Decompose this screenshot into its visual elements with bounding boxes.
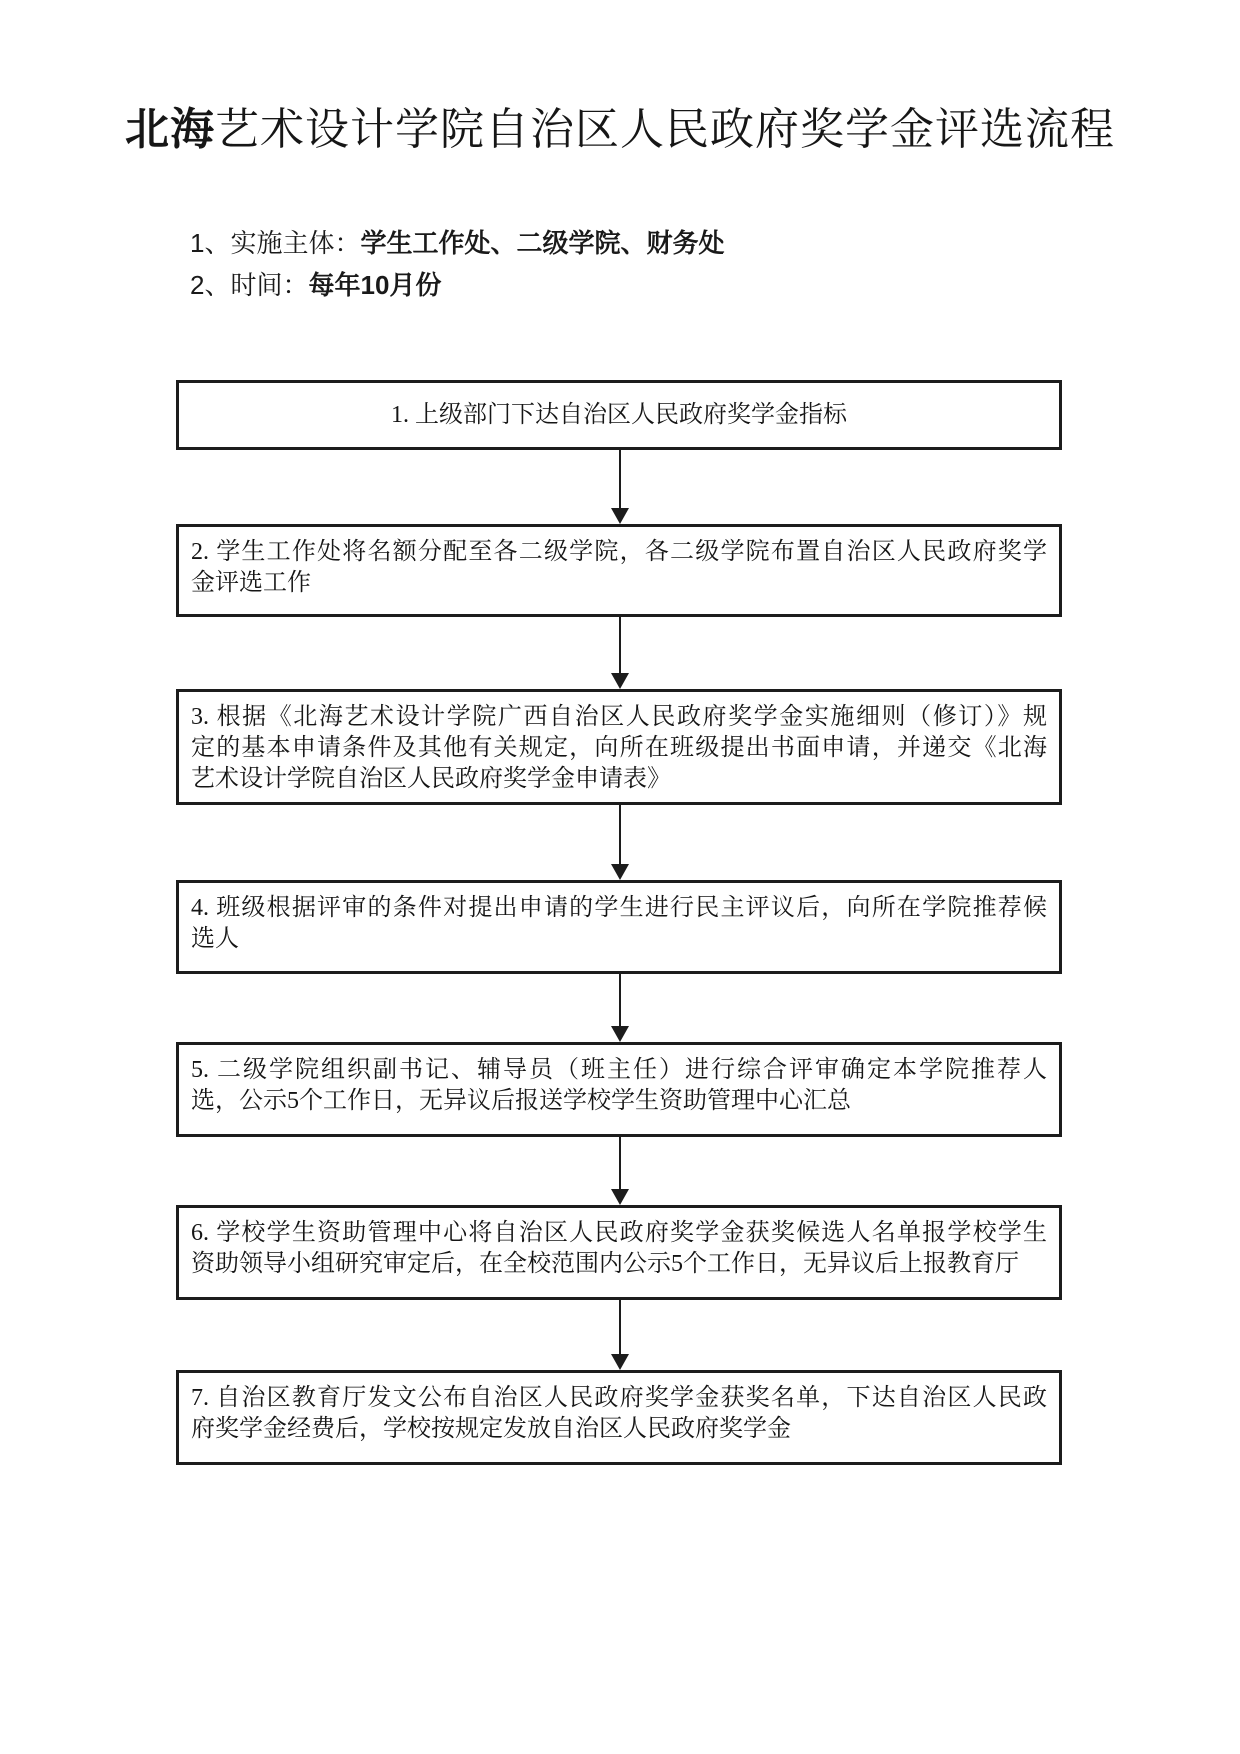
flow-step-line: 7. 自治区教育厅发文公布自治区人民政府奖学金获奖名单，下达自治区人民政 — [191, 1385, 1047, 1411]
meta-prefix: 1、 — [190, 228, 231, 258]
meta-line-implementers — [190, 226, 725, 260]
flow-step-4 — [176, 880, 1062, 974]
flow-step-line: 1. 上级部门下达自治区人民政府奖学金指标 — [391, 401, 847, 428]
flow-step-line: 金评选工作 — [191, 570, 311, 596]
flow-step-line: 3. 根据《北海艺术设计学院广西自治区人民政府奖学金实施细则（修订）》规 — [191, 704, 1047, 730]
page-title-rest-part: 艺术设计学院自治区人民政府奖学金评选流程 — [215, 105, 1115, 154]
arrow-down-icon — [619, 1137, 621, 1189]
arrow-down-icon — [619, 974, 621, 1026]
meta-value: 学生工作处、二级学院、财务处 — [360, 228, 725, 258]
flow-step-line: 4. 班级根据评审的条件对提出申请的学生进行民主评议后，向所在学院推荐候 — [191, 895, 1047, 921]
arrow-down-icon — [619, 805, 621, 864]
flow-step-line: 选人 — [191, 926, 239, 952]
flow-step-line: 定的基本申请条件及其他有关规定，向所在班级提出书面申请，并递交《北海 — [191, 735, 1047, 761]
arrow-down-icon — [619, 450, 621, 508]
flow-step-line: 2. 学生工作处将名额分配至各二级学院，各二级学院布置自治区人民政府奖学 — [191, 539, 1047, 565]
page-title — [0, 102, 1240, 158]
flow-step-line: 资助领导小组研究审定后，在全校范围内公示5个工作日，无异议后上报教育厅 — [191, 1251, 1019, 1277]
arrow-down-icon — [619, 1300, 621, 1354]
page-title-bold-part: 北海 — [125, 105, 215, 154]
flow-step-1 — [176, 380, 1062, 450]
flow-step-line: 5. 二级学院组织副书记、辅导员（班主任）进行综合评审确定本学院推荐人 — [191, 1057, 1047, 1083]
meta-prefix: 2、 — [190, 270, 231, 300]
flow-step-2 — [176, 524, 1062, 617]
flow-step-line: 选，公示5个工作日，无异议后报送学校学生资助管理中心汇总 — [191, 1088, 851, 1114]
flow-step-7 — [176, 1370, 1062, 1465]
flow-step-line: 6. 学校学生资助管理中心将自治区人民政府奖学金获奖候选人名单报学校学生 — [191, 1220, 1047, 1246]
meta-label: 实施主体： — [230, 228, 361, 258]
arrow-down-icon — [619, 617, 621, 673]
flow-step-line: 艺术设计学院自治区人民政府奖学金申请表》 — [191, 766, 671, 792]
flow-step-6 — [176, 1205, 1062, 1300]
flow-step-3 — [176, 689, 1062, 805]
meta-value: 每年10月份 — [308, 270, 442, 300]
flow-step-line: 府奖学金经费后，学校按规定发放自治区人民政府奖学金 — [191, 1416, 791, 1442]
meta-label: 时间： — [230, 270, 309, 300]
meta-line-time — [190, 268, 441, 302]
flow-step-5 — [176, 1042, 1062, 1137]
